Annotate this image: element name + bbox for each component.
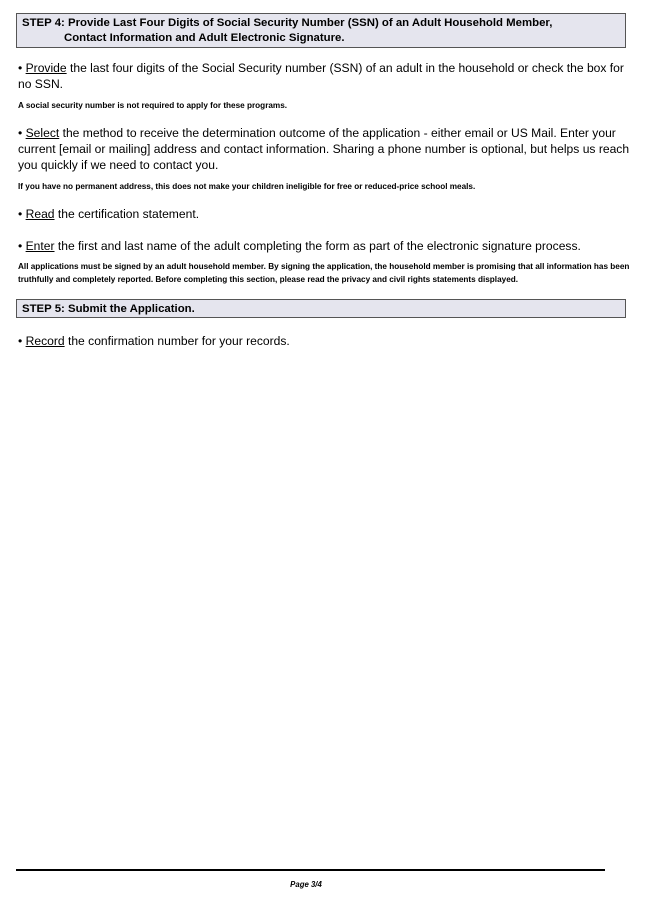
note-signature-requirement: All applications must be signed by an adult household member. By signing the application, the household member is promising that all information has been truthfully and completely reported. Before completing this section, please read the privacy and civil rights statements displayed. [18,262,630,284]
bullet-verb-provide: Provide [25,61,67,75]
step-4-heading [16,13,626,48]
step-5-heading [16,299,626,318]
bullet-text-select: the method to receive the determination outcome of the application - either email or US Mail. Enter your current [email or mailing] address and contact information. Sharing a phone number is optional, but helps us reach you quickly if we need to contact you. [18,126,630,172]
bullet-verb-record: Record [25,334,65,348]
footer-divider [16,869,605,871]
bullet-select-method: • Select the method to receive the determination outcome of the application - either email or US Mail. Enter your current [email or mailing] address and contact information. Sharing a phone number is optional, but helps us reach you quickly if we need to contact you. [18,126,630,172]
bullet-provide-ssn: • Provide the last four digits of the Social Security number (SSN) of an adult in the household or check the box for no SSN. [18,61,624,91]
bullet-verb-select: Select [25,126,60,140]
bullet-text-enter: the first and last name of the adult completing the form as part of the electronic signature process. [54,239,581,253]
bullet-verb-enter: Enter [25,239,55,253]
step-4-title-line-2: Contact Information and Adult Electronic Signature. [64,32,345,44]
bullet-record-confirmation: • Record the confirmation number for your records. [18,334,290,348]
step-4-title-line-1: STEP 4: Provide Last Four Digits of Social Security Number (SSN) of an Adult Household Member, [22,17,553,29]
bullet-text-provide: the last four digits of the Social Security number (SSN) of an adult in the household or check the box for no SSN. [18,61,624,91]
note-no-permanent-address: If you have no permanent address, this does not make your children ineligible for free or reduced-price school meals. [18,182,476,191]
bullet-enter-name: • Enter the first and last name of the adult completing the form as part of the electronic signature process. [18,239,581,253]
page-number: Page 3/4 [290,880,322,889]
bullet-text-read: the certification statement. [54,207,200,221]
bullet-text-record: the confirmation number for your records. [64,334,290,348]
bullet-verb-read: Read [25,207,55,221]
bullet-read-certification: • Read the certification statement. [18,207,200,221]
step-5-title: STEP 5: Submit the Application. [22,303,195,315]
note-ssn-not-required: A social security number is not required to apply for these programs. [18,101,288,110]
